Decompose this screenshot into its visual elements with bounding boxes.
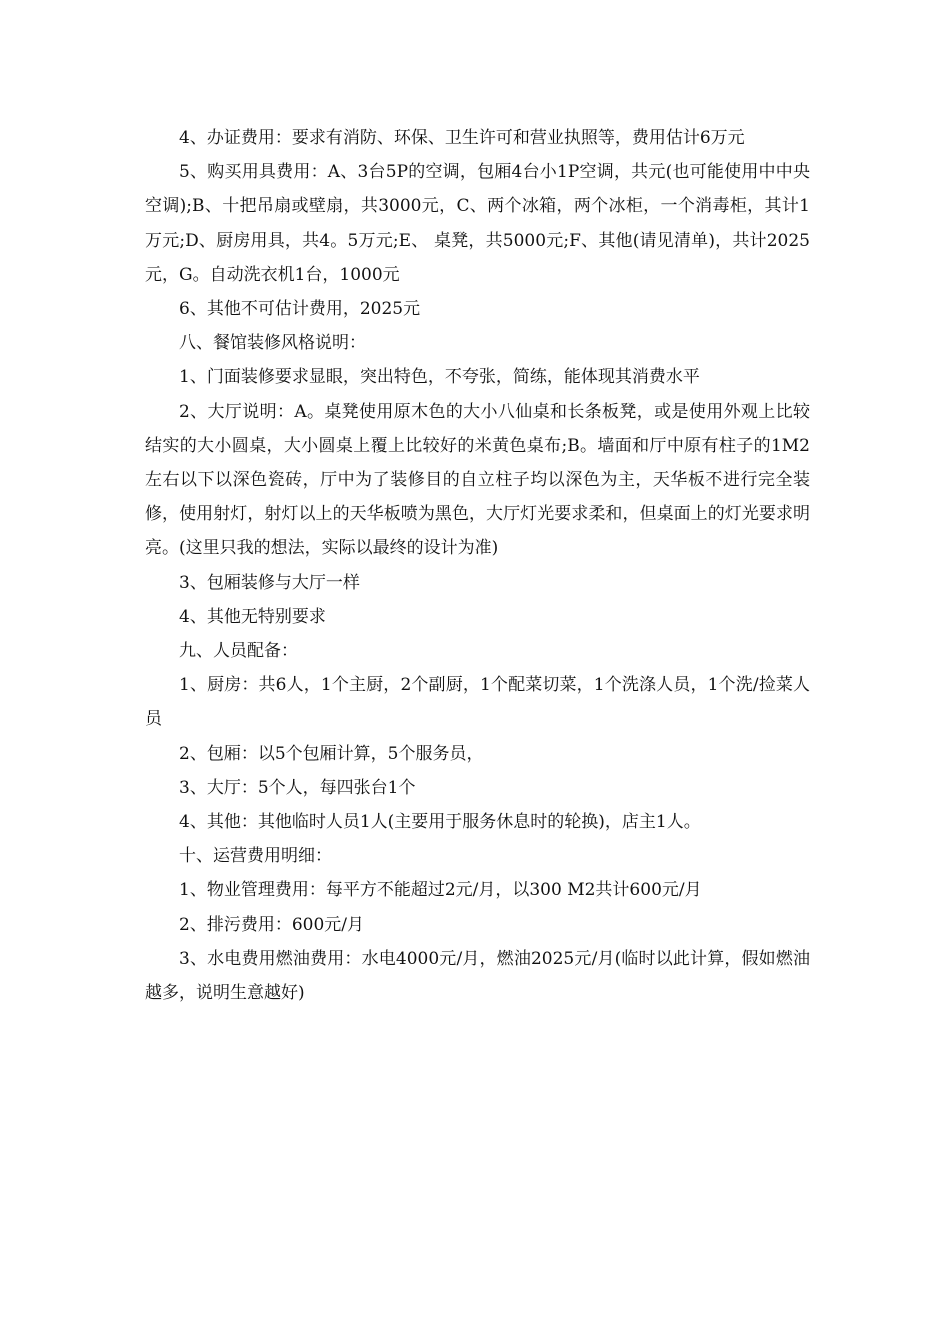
paragraph-room-staff: 2、包厢：以5个包厢计算，5个服务员， xyxy=(179,743,484,764)
paragraph-kitchen-staff: 1、厨房：共6人，1个主厨，2个副厨，1个配菜切菜，1个洗涤人员，1个洗/捡菜人员 xyxy=(145,675,811,730)
paragraph-equipment-fees: 5、购买用具费用：A、3台5P的空调，包厢4台小1P空调，共元(也可能使用中中央空调);B、十把吊扇或壁扇，共3000元，C、两个冰箱，两个冰柜，一个消毒柜，其计1万元;D、厨房用具，共4。5万元;E、 桌凳，共5000元;F、其他(请见清单)，共计2025元，G。自动洗衣机1台，1000元 xyxy=(145,162,810,285)
paragraph-other-fees: 6、其他不可估计费用，2025元 xyxy=(179,299,421,320)
paragraph-hall: 2、大厅说明：A。桌凳使用原木色的大小八仙桌和长条板凳，或是使用外观上比较结实的大小圆桌，大小圆桌上覆上比较好的米黄色桌布;B。墙面和厅中原有柱子的1M2左右以下以深色瓷砖，厅中为了装修目的自立柱子均以深色为主，天华板不进行完全装修，使用射灯，射灯以上的天华板喷为黑色，大厅灯光要求柔和，但桌面上的灯光要求明亮。(这里只我的想法，实际以最终的设计为准) xyxy=(145,401,810,559)
paragraph-property-fees: 1、物业管理费用：每平方不能超过2元/月，以300 M2共计600元/月 xyxy=(179,880,702,901)
paragraph-utility-fees: 3、水电费用燃油费用：水电4000元/月，燃油2025元/月(临时以此计算，假如燃油越多，说明生意越好) xyxy=(145,948,810,1004)
paragraph-sewage-fees: 2、排污费用：600元/月 xyxy=(179,914,364,935)
paragraph-hall-staff: 3、大厅：5个人，每四张台1个 xyxy=(179,777,416,798)
paragraph-storefront: 1、门面装修要求显眼，突出特色，不夸张，简练，能体现其消费水平 xyxy=(179,367,700,388)
section-heading-operating-costs: 十、运营费用明细： xyxy=(179,846,332,867)
document-page xyxy=(145,121,810,1010)
paragraph-private-rooms: 3、包厢装修与大厅一样 xyxy=(179,572,360,593)
section-heading-decoration-style: 八、餐馆装修风格说明： xyxy=(179,333,366,354)
paragraph-other-staff: 4、其他：其他临时人员1人(主要用于服务休息时的轮换)，店主1人。 xyxy=(179,812,701,833)
section-heading-staffing: 九、人员配备： xyxy=(179,641,298,662)
paragraph-license-fees: 4、办证费用：要求有消防、环保、卫生许可和营业执照等，费用估计6万元 xyxy=(179,128,745,148)
paragraph-no-special: 4、其他无特别要求 xyxy=(179,606,326,627)
